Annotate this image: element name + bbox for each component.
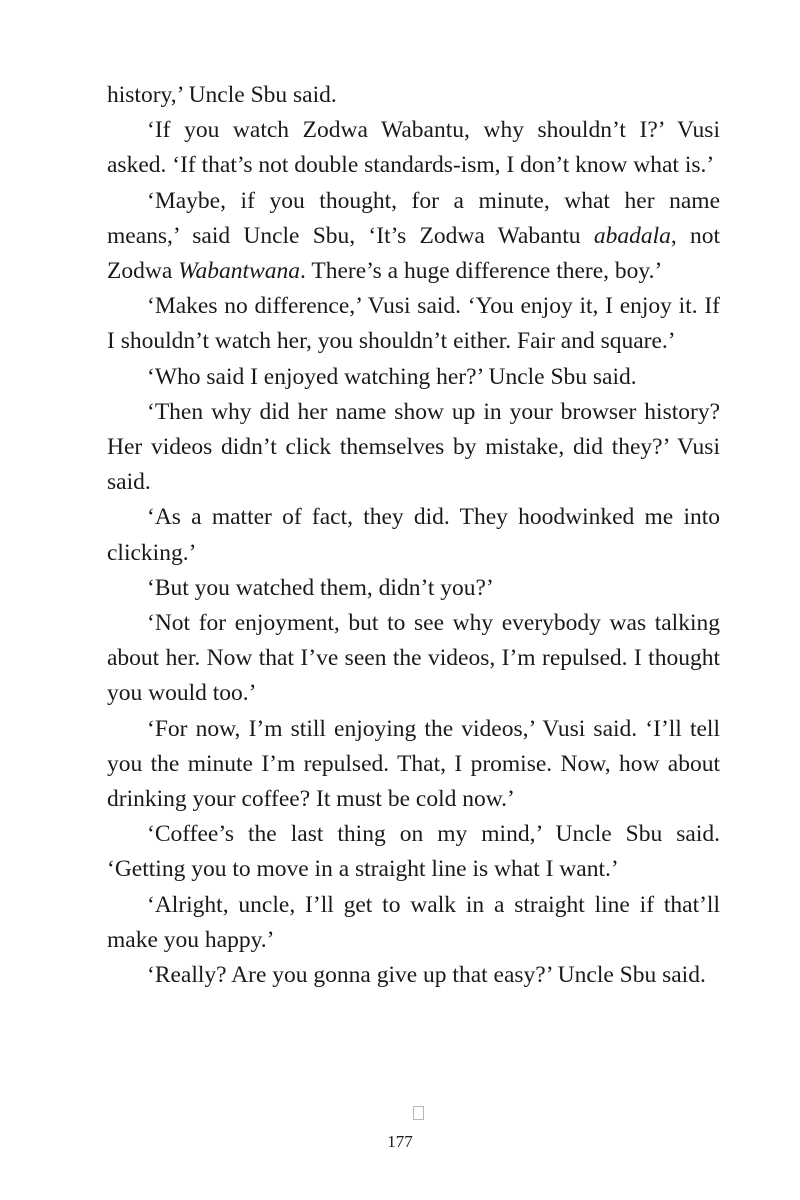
paragraph: [107, 817, 720, 887]
paragraph: [107, 888, 720, 958]
paragraph: [107, 712, 720, 818]
italic-word: abadala: [593, 222, 671, 249]
paragraph: [107, 113, 720, 183]
paragraph: [107, 958, 720, 993]
paragraph-text: ‘For now, I’m still enjoying the videos,’ Vusi said. ‘I’ll tell you the minute I’m repulsed. That, I promise. Now, how about drinking your coffee? It must be cold now.’: [107, 715, 720, 813]
paragraph-text: ‘Makes no difference,’ Vusi said. ‘You enjoy it, I enjoy it. If I shouldn’t watch her, you shouldn’t either. Fair and square.’: [107, 293, 720, 355]
paragraph: [107, 571, 720, 606]
paragraph: [107, 500, 720, 570]
paragraph: [107, 360, 720, 395]
paragraph: [107, 395, 720, 501]
paragraph-text: . There’s a huge difference there, boy.’: [300, 258, 663, 285]
paragraph-text: ‘Coffee’s the last thing on my mind,’ Uncle Sbu said. ‘Getting you to move in a straight line is what I want.’: [107, 821, 720, 883]
paragraph: [107, 289, 720, 359]
paragraph-text: ‘Alright, uncle, I’ll get to walk in a straight line if that’ll make you happy.’: [107, 891, 720, 953]
paragraph-text: history,’ Uncle Sbu said.: [107, 82, 337, 108]
paragraph-text: ‘Really? Are you gonna give up that easy?’ Uncle Sbu said.: [147, 962, 706, 989]
paragraph-text: ‘Who said I enjoyed watching her?’ Uncle Sbu said.: [147, 363, 637, 390]
paragraph: [107, 606, 720, 712]
paragraph-text: , not Zodwa: [107, 222, 721, 285]
paragraph-text: ‘If you watch Zodwa Wabantu, why shouldn’t I?’ Vusi asked. ‘If that’s not double standards-ism, I don’t know what is.’: [107, 117, 720, 179]
paragraph-text: ‘Then why did her name show up in your browser history? Her videos didn’t click themselves by mistake, did they?’ Vusi said.: [107, 398, 720, 496]
page-number: 177: [387, 1132, 413, 1151]
page-body: [107, 78, 720, 993]
paragraph: [107, 78, 720, 113]
paragraph-text: ‘As a matter of fact, they did. They hoodwinked me into clicking.’: [107, 504, 720, 566]
paragraph-text: ‘But you watched them, didn’t you?’: [147, 574, 494, 601]
paragraph: [107, 184, 720, 290]
paragraph-text: ‘Maybe, if you thought, for a minute, what her name means,’ said Uncle Sbu, ‘It’s Zodwa Wabantu: [107, 187, 720, 249]
italic-word: Wabantwana: [178, 258, 301, 285]
paragraph-text: ‘Not for enjoyment, but to see why everybody was talking about her. Now that I’ve seen the videos, I’m repulsed. I thought you would too.’: [107, 610, 720, 707]
ornament-icon: [413, 1106, 424, 1120]
